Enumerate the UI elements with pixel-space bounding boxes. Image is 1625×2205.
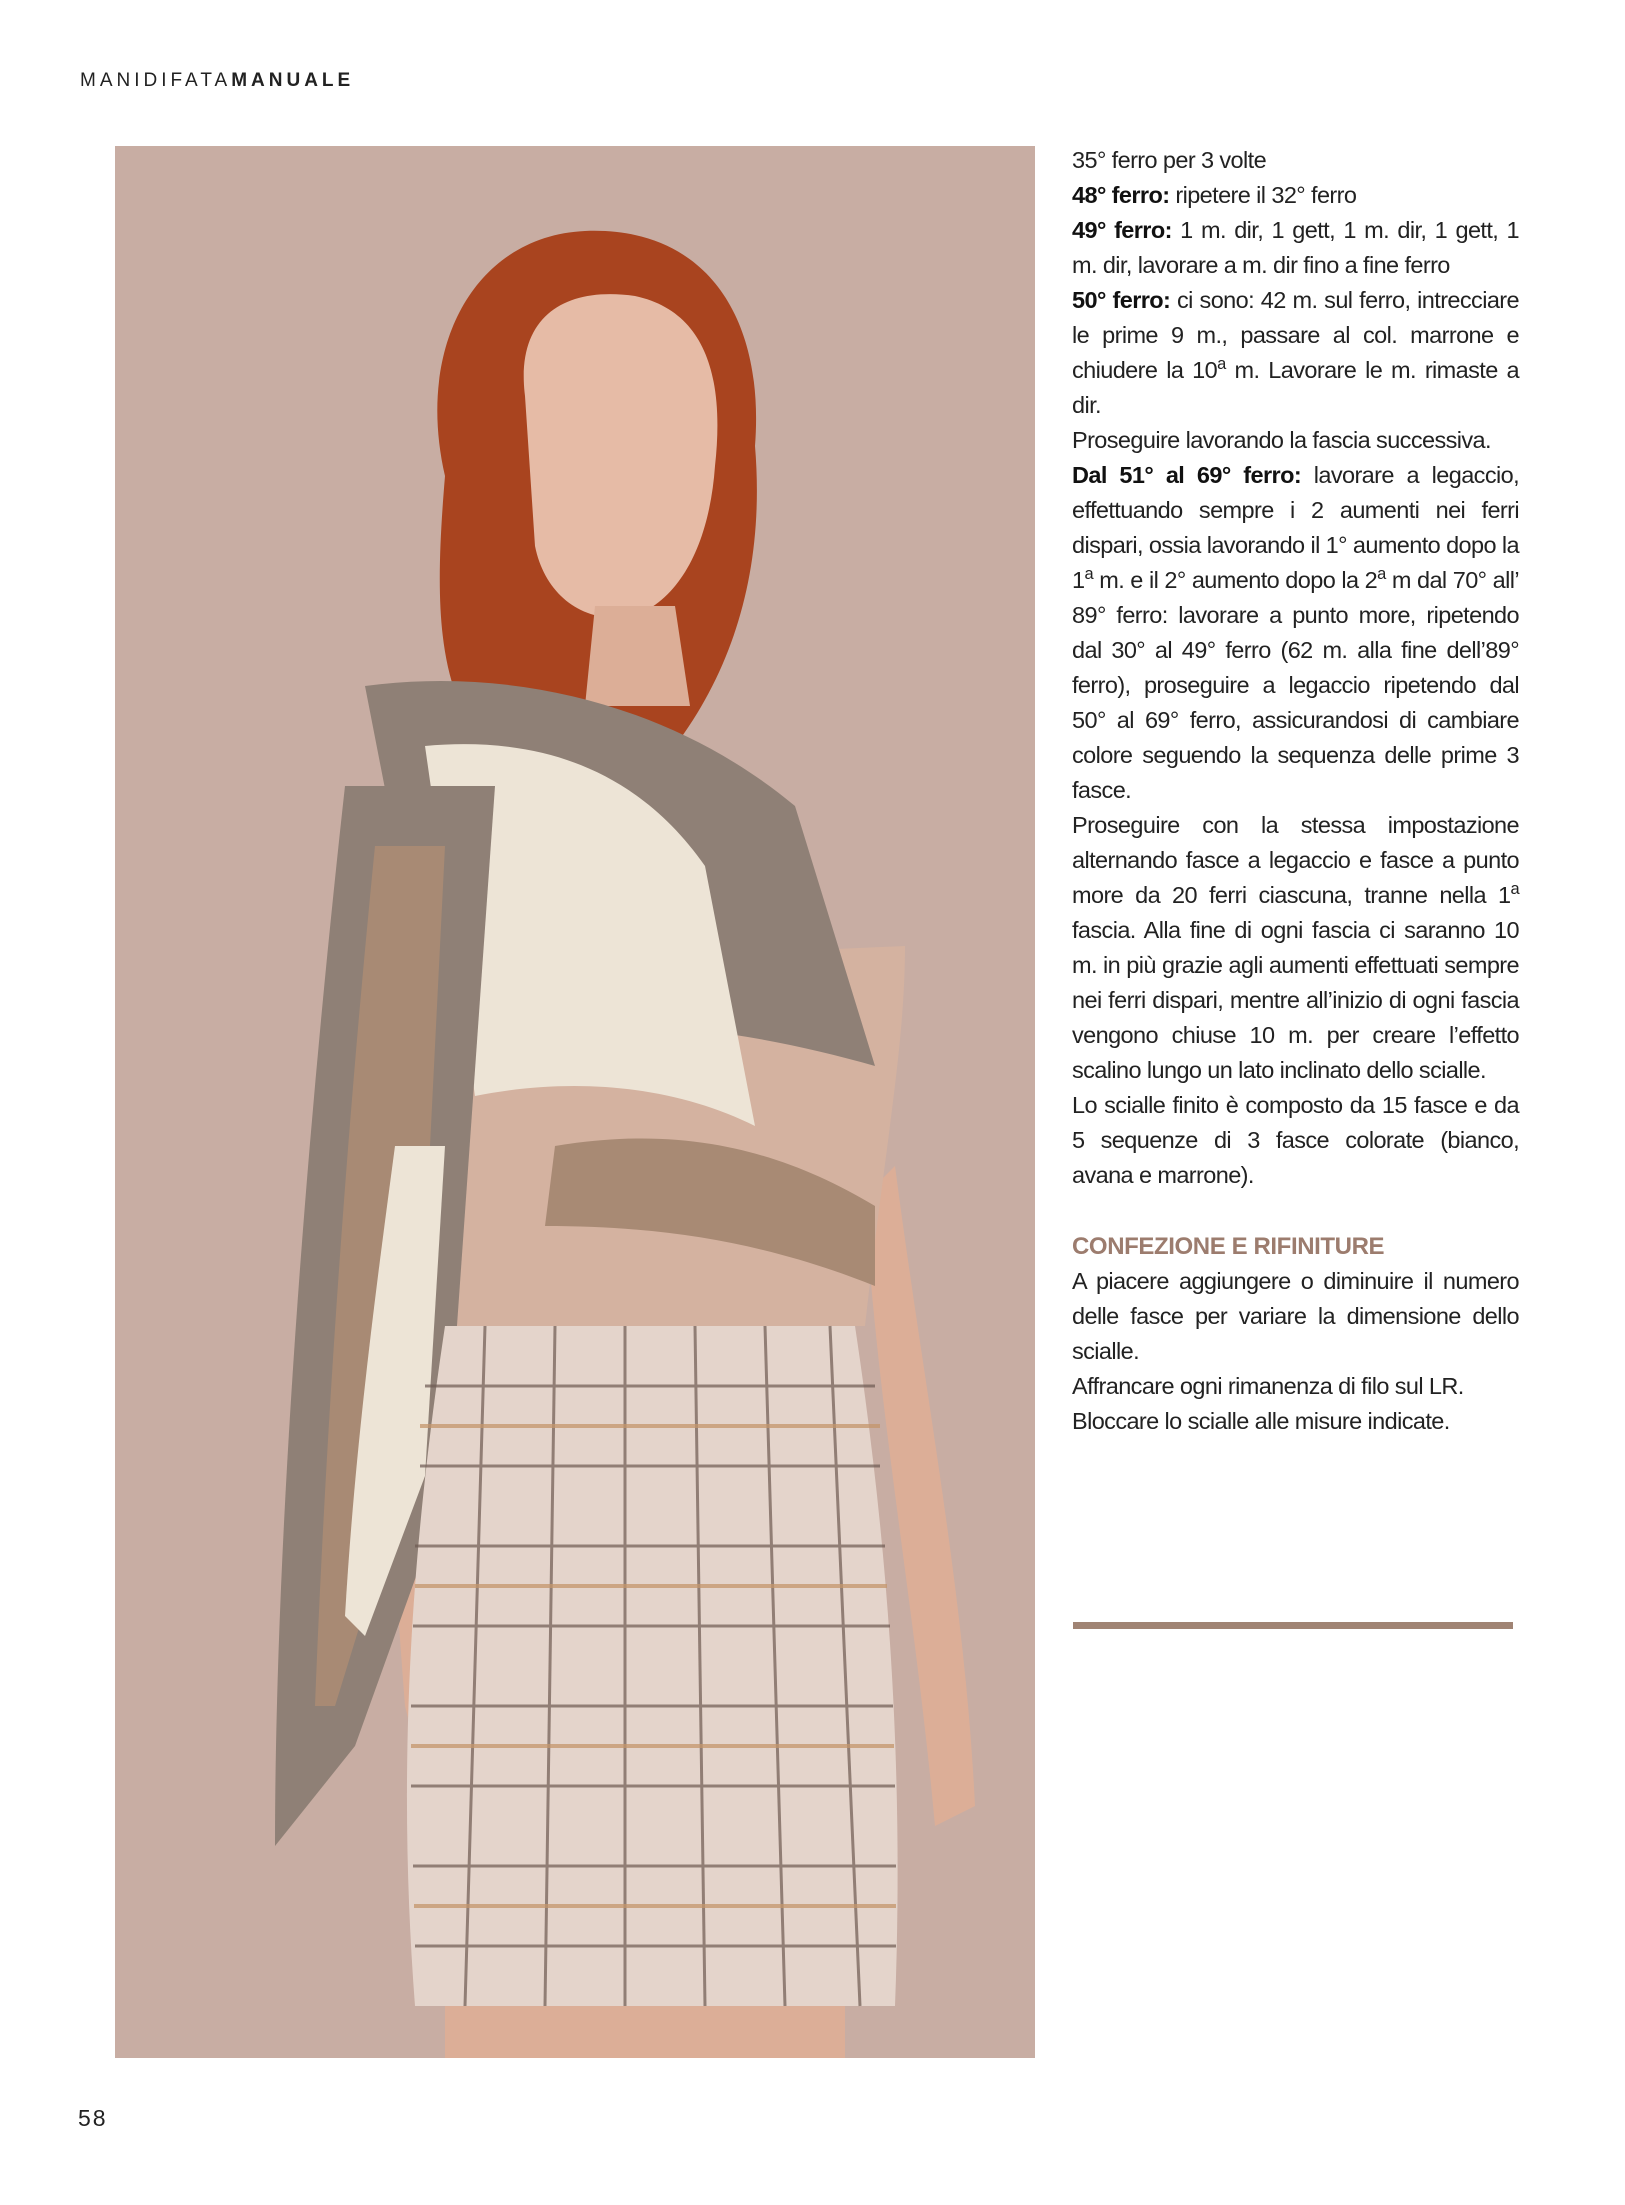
row-50-label: 50° ferro: — [1072, 287, 1171, 313]
finishing-step-3: Bloccare lo scialle alle misure indicate. — [1072, 1408, 1450, 1434]
finishing-step-2: Affrancare ogni rimanenza di filo sul LR. — [1072, 1373, 1464, 1399]
row-48-text: ripetere il 32° ferro — [1169, 182, 1357, 208]
row-50-text-a: ci sono: 42 m. sul ferro, intrecciare le prime 9 m., passare al col. marrone e chiudere la 10 — [1072, 287, 1519, 383]
section-divider — [1073, 1622, 1513, 1629]
row-49-label: 49° ferro: — [1072, 217, 1172, 243]
alternate-text-a: Proseguire con la stessa impostazione alternando fasce a legaccio e fasce a punto more da 20 ferri ciascuna, tranne nella 1 — [1072, 812, 1519, 908]
instruction-alternate-bands — [1072, 808, 1519, 1088]
instruction-row-49 — [1072, 213, 1519, 283]
ordinal-marker: a — [1377, 565, 1386, 584]
legs — [445, 2006, 845, 2058]
ordinal-marker: a — [1510, 880, 1519, 899]
neck — [585, 606, 690, 706]
masthead-section: MANUALE — [231, 70, 355, 91]
row-51-69-label: Dal 51° al 69° ferro: — [1072, 462, 1302, 488]
row-48-label: 48° ferro: — [1072, 182, 1170, 208]
ordinal-marker: a — [1217, 355, 1226, 374]
row-49-text: 1 m. dir, 1 gett, 1 m. dir, 1 gett, 1 m. dir, lavorare a m. dir fino a fine ferro — [1072, 217, 1519, 278]
instruction-row-50 — [1072, 283, 1519, 423]
ordinal-marker: a — [1084, 565, 1094, 584]
finishing-step-1: A piacere aggiungere o diminuire il numero delle fasce per variare la dimensione dello scialle. — [1072, 1268, 1519, 1364]
instruction-continue: Proseguire lavorando la fascia successiva. — [1072, 427, 1491, 453]
row-51-69-text-a: lavorare a legaccio, effettuando sempre i 2 aumenti nei ferri dispari, ossia lavorando il 1° aumento dopo la 1 — [1072, 462, 1519, 593]
instruction-row-35: 35° ferro per 3 volte — [1072, 147, 1267, 173]
model-photo — [115, 146, 1035, 2058]
page-number: 58 — [78, 2105, 108, 2131]
alternate-text-b: fascia. Alla fine di ogni fascia ci saranno 10 m. in più grazie agli aumenti effettuati sempre nei ferri dispari, mentre all’inizio di ogni fascia vengono chiuse 10 m. per creare l’effetto scalino lungo un lato inclinato dello scialle. — [1072, 917, 1519, 1083]
row-51-69-text-c: m dal 70° all’ 89° ferro: lavorare a punto more, ripetendo dal 30° al 49° ferro (62 m. alla fine dell’89° ferro), proseguire a legaccio ripetendo dal 50° al 69° ferro, assicurandosi di cambiare colore seguendo la sequenza delle prime 3 fasce. — [1072, 567, 1519, 803]
masthead-brand: MANIDIFATA — [80, 70, 232, 91]
model-illustration — [115, 146, 1035, 2058]
instruction-finished-shawl: Lo scialle finito è composto da 15 fasce e da 5 sequenze di 3 fasce colorate (bianco, avana e marrone). — [1072, 1092, 1519, 1188]
section-title-finishing: CONFEZIONE E RIFINITURE — [1072, 1233, 1385, 1260]
instructions-column — [1072, 143, 1519, 1439]
row-50-text-b: m. Lavorare le m. rimaste a dir. — [1072, 357, 1520, 418]
magazine-masthead — [80, 70, 354, 92]
instruction-row-48 — [1072, 178, 1519, 213]
row-51-69-text-b: m. e il 2° aumento dopo la 2 — [1093, 567, 1378, 593]
instruction-row-51-69 — [1072, 458, 1519, 808]
